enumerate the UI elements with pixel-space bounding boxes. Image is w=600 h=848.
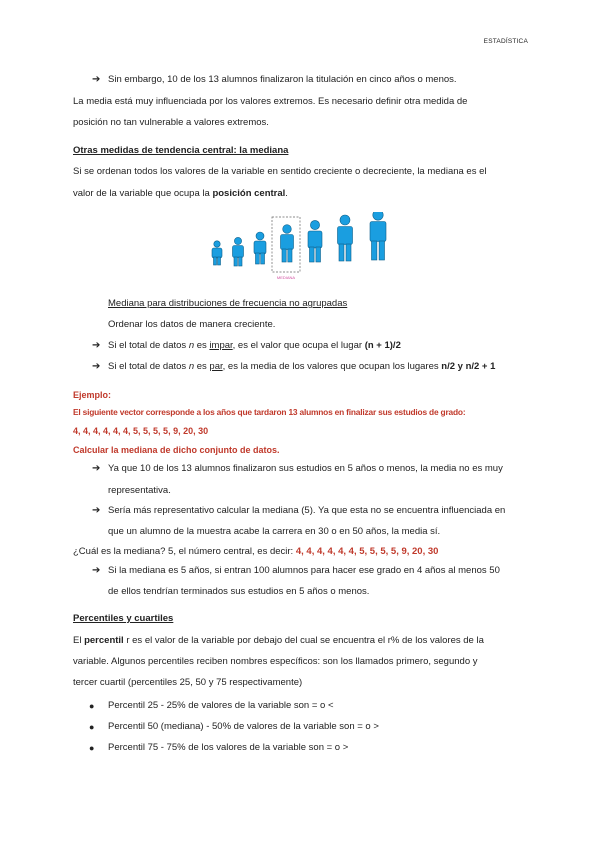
example-question: ¿Cuál es la mediana? 5, el número central, es decir: 4, 4, 4, 4, 4, 4, 5, 5, 5, 5, 9, 20, 30 [73, 546, 439, 557]
example-point-2a: Sería más representativo calcular la mediana (5). Ya que esta no se encuentra influenciada en [108, 505, 506, 516]
percentiles-paragraph-2: variable. Algunos percentiles reciben nombres específicos: son los llamados primero, segundo y [73, 656, 478, 667]
mediana-subheading: Mediana para distribuciones de frecuencia no agrupadas [108, 298, 348, 309]
arrow-icon: ➔ [92, 565, 101, 576]
person-icon [212, 241, 222, 265]
arrow-icon: ➔ [92, 463, 101, 474]
percentile-item: Percentil 50 (mediana) - 50% de valores de la variable son = o > [108, 721, 379, 732]
person-icon [281, 225, 294, 262]
mediana-even-rule: Si el total de datos n es par, es la media de los valores que ocupan los lugares n/2 y n/2 + 1 [108, 361, 496, 372]
person-icon [338, 215, 353, 261]
intro-paragraph-2: posición no tan vulnerable a valores extremos. [73, 117, 269, 128]
person-icon [233, 237, 244, 266]
example-point-2b: que un alumno de la muestra acabe la carrera en 30 o en 50 años, la media sí. [108, 526, 441, 537]
arrow-icon: ➔ [92, 361, 101, 372]
percentile-item: Percentil 75 - 75% de los valores de la variable son = o > [108, 742, 349, 753]
page-header: ESTADÍSTICA [483, 38, 528, 45]
example-point-1a: Ya que 10 de los 13 alumnos finalizaron sus estudios en 5 años o menos, la media no es muy [108, 463, 503, 474]
person-icon [308, 220, 322, 262]
example-point-3a: Si la mediana es 5 años, si entran 100 alumnos para hacer ese grado en 4 años al menos 50 [108, 565, 500, 576]
example-title: Ejemplo: [73, 390, 112, 400]
percentiles-paragraph-3: tercer cuartil (percentiles 25, 50 y 75 respectivamente) [73, 677, 303, 688]
arrow-icon: ➔ [92, 74, 101, 85]
bullet-icon: ● [89, 743, 95, 753]
person-icon [370, 212, 386, 260]
median-people-figure [206, 212, 396, 282]
example-statement: El siguiente vector corresponde a los años que tardaron 13 alumnos en finalizar sus estudios de grado: [73, 407, 466, 417]
intro-paragraph-1: La media está muy influenciada por los valores extremos. Es necesario definir otra medida de [73, 96, 468, 107]
example-point-3b: de ellos tendrían terminados sus estudios en 5 años o menos. [108, 586, 370, 597]
percentile-item: Percentil 25 - 25% de valores de la variable son = o < [108, 700, 334, 711]
mediana-odd-rule: Si el total de datos n es impar, es el valor que ocupa el lugar (n + 1)/2 [108, 340, 401, 351]
section-heading-percentiles: Percentiles y cuartiles [73, 613, 174, 624]
example-point-1b: representativa. [108, 485, 171, 496]
bullet-icon: ● [89, 701, 95, 711]
example-task: Calcular la mediana de dicho conjunto de datos. [73, 445, 280, 455]
arrow-icon: ➔ [92, 505, 101, 516]
intro-bullet: Sin embargo, 10 de los 13 alumnos finalizaron la titulación en cinco años o menos. [108, 74, 457, 85]
arrow-icon: ➔ [92, 340, 101, 351]
section-heading-mediana: Otras medidas de tendencia central: la mediana [73, 145, 289, 156]
mediana-order-step: Ordenar los datos de manera creciente. [108, 319, 276, 330]
percentiles-paragraph-1: El percentil r es el valor de la variable por debajo del cual se encuentra el r% de los valores de la [73, 635, 484, 646]
example-data: 4, 4, 4, 4, 4, 4, 5, 5, 5, 5, 9, 20, 30 [73, 426, 209, 436]
mediana-definition-2: valor de la variable que ocupa la posición central. [73, 188, 288, 199]
mediana-definition-1: Si se ordenan todos los valores de la variable en sentido creciente o decreciente, la mediana es el [73, 166, 487, 177]
person-icon [254, 232, 266, 264]
median-figure-label: MEDIANA [276, 275, 296, 280]
bullet-icon: ● [89, 722, 95, 732]
